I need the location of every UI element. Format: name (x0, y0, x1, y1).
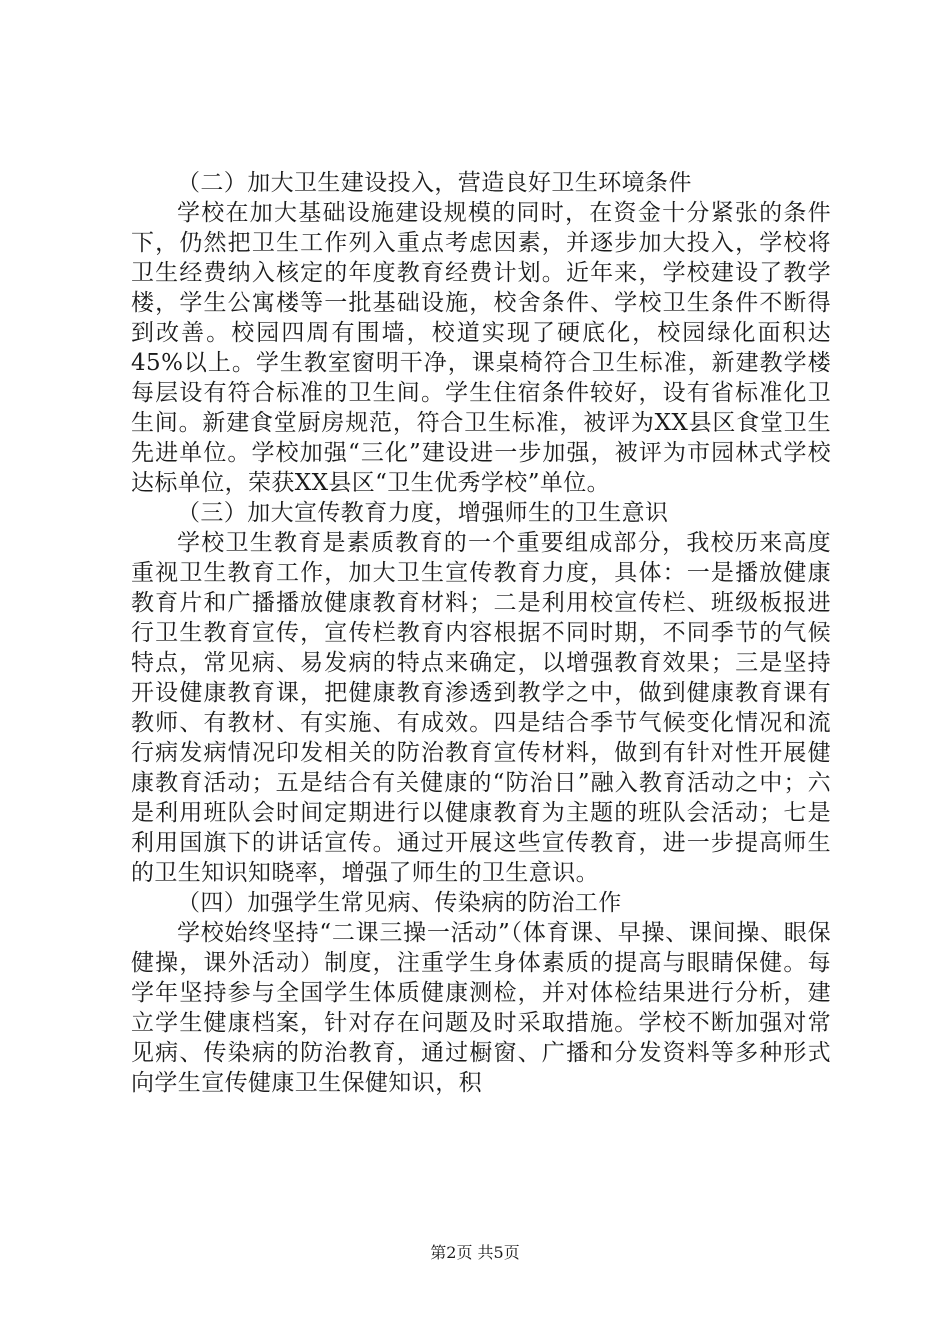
section-heading-2: （二）加大卫生建设投入，营造良好卫生环境条件 (177, 170, 692, 196)
section-heading-3: （三）加大宣传教育力度，增强师生的卫生意识 (177, 500, 669, 526)
body-paragraph-4: 学校始终坚持“二课三操一活动”（体育课、早操、课间操、眼保健操，课外活动）制度，注重学生身体素质的提高与眼睛保健。每学年坚持参与全国学生体质健康测检，并对体检结果进行分析，建立学生健康档案，针对存在问题及时采取措施。学校不断加强对常见病、传染病的防治教育，通过橱窗、广播和分发资料等多种形式向学生宣传健康卫生保健知识，积 (131, 920, 831, 1096)
page-footer (0, 1243, 950, 1263)
section-heading-4: （四）加强学生常见病、传染病的防治工作 (177, 890, 622, 916)
document-body (131, 168, 831, 1098)
body-paragraph-3: 学校卫生教育是素质教育的一个重要组成部分，我校历来高度重视卫生教育工作，加大卫生宣传教育力度，具体：一是播放健康教育片和广播播放健康教育材料；二是利用校宣传栏、班级板报进行卫生教育宣传，宣传栏教育内容根据不同时期，不同季节的气候特点，常见病、易发病的特点来确定，以增强教育效果；三是坚持开设健康教育课，把健康教育渗透到教学之中，做到健康教育课有教师、有教材、有实施、有成效。四是结合季节气候变化情况和流行病发病情况印发相关的防治教育宣传材料，做到有针对性开展健康教育活动；五是结合有关健康的“防治日”融入教育活动之中；六是利用班队会时间定期进行以健康教育为主题的班队会活动；七是利用国旗下的讲话宣传。通过开展这些宣传教育，进一步提高师生的卫生知识知晓率，增强了师生的卫生意识。 (131, 530, 831, 886)
page-number: 第2页 共5页 (430, 1243, 520, 1262)
body-paragraph-2: 学校在加大基础设施建设规模的同时，在资金十分紧张的条件下，仍然把卫生工作列入重点考虑因素，并逐步加大投入，学校将卫生经费纳入核定的年度教育经费计划。近年来，学校建设了教学楼，学生公寓楼等一批基础设施，校舍条件、学校卫生条件不断得到改善。校园四周有围墙，校道实现了硬底化，校园绿化面积达45%以上。学生教室窗明干净，课桌椅符合卫生标准，新建教学楼每层设有符合标准的卫生间。学生住宿条件较好，设有省标准化卫生间。新建食堂厨房规范，符合卫生标准，被评为XX县区食堂卫生先进单位。学校加强“三化”建设进一步加强，被评为市园林式学校达标单位，荣获XX县区“卫生优秀学校”单位。 (131, 200, 831, 496)
